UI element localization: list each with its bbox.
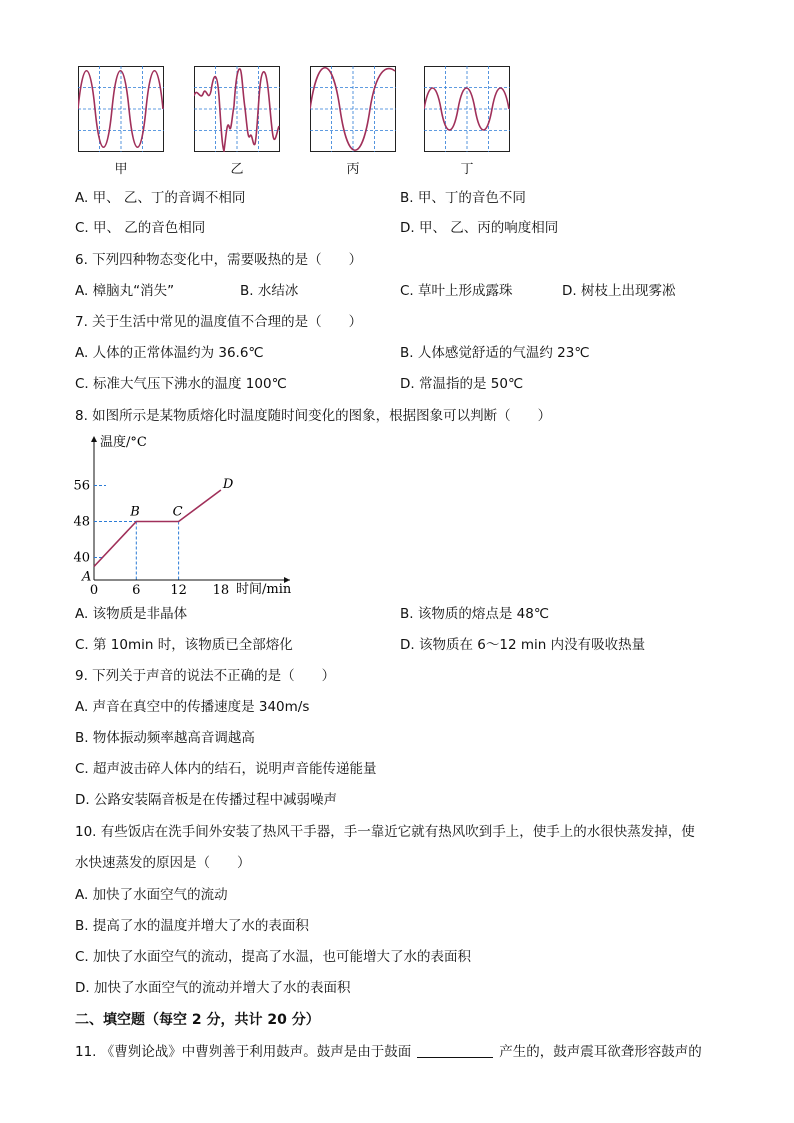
q6-option-b: B. 水结冰 [240,283,299,299]
waveform-jia-figure [78,66,164,152]
q7-option-d: D. 常温指的是 50℃ [400,376,524,392]
q10-stem-line2: 水快速蒸发的原因是（ ） [75,855,251,871]
waveform-bing-figure [310,66,396,152]
x-tick-label-0: 0 [89,583,99,598]
waveform-label-yi: 乙 [230,162,244,177]
q8-option-a: A. 该物质是非晶体 [75,606,188,622]
q10-option-c: C. 加快了水面空气的流动，提高了水温，也可能增大了水的表面积 [75,949,472,965]
q5-option-d: D. 甲、 乙、丙的响度相同 [400,220,559,236]
waveform-label-ding: 丁 [460,162,474,177]
q5-option-b: B. 甲、丁的音色不同 [400,190,526,206]
q5-option-a: A. 甲、 乙、丁的音调不相同 [75,190,246,206]
waveform-label-jia: 甲 [114,162,128,177]
q6-stem: 6. 下列四种物态变化中，需要吸热的是（ ） [75,252,363,268]
q9-option-b: B. 物体振动频率越高音调越高 [75,730,255,746]
y-tick-label-56: 56 [73,478,90,494]
melting-curve-chart [72,430,302,598]
q6-option-a: A. 樟脑丸“消失” [75,283,175,299]
q11-stem [75,1043,702,1061]
waveform-ding-figure [424,66,510,152]
point-label-B: B [130,504,140,520]
q5-option-c: C. 甲、 乙的音色相同 [75,220,206,236]
section-title: 二、填空题（每空 2 分，共计 20 分） [75,1012,320,1028]
q6-option-d: D. 树枝上出现雾凇 [562,283,676,299]
waveform-label-bing: 丙 [346,162,360,177]
melting-curve-line [94,490,221,567]
q11-text-after: 产生的，鼓声震耳欲聋形容鼓声的 [499,1044,702,1060]
x-tick-label-12: 12 [170,583,187,598]
point-label-D: D [222,477,234,492]
q9-option-c: C. 超声波击碎人体内的结石，说明声音能传递能量 [75,761,377,777]
point-label-C: C [172,504,183,520]
x-tick-label-18: 18 [212,583,230,598]
q9-stem: 9. 下列关于声音的说法不正确的是（ ） [75,668,336,684]
point-label-A: A [82,569,92,585]
q7-stem: 7. 关于生活中常见的温度值不合理的是（ ） [75,314,363,330]
q10-option-a: A. 加快了水面空气的流动 [75,887,228,903]
q8-option-b: B. 该物质的熔点是 48℃ [400,606,549,622]
y-axis-arrow [91,436,97,442]
q9-option-a: A. 声音在真空中的传播速度是 340m/s [75,699,310,715]
x-tick-label-6: 6 [132,583,141,598]
x-axis-label: 时间/min [236,582,292,597]
q8-option-d: D. 该物质在 6～12 min 内没有吸收热量 [400,637,646,653]
q9-option-d: D. 公路安装隔音板是在传播过程中减弱噪声 [75,792,337,808]
y-axis-label: 温度/°C [100,435,147,450]
waveform-yi-curve [194,69,279,151]
q6-option-c: C. 草叶上形成露珠 [400,283,513,299]
y-tick-label-48: 48 [73,514,90,530]
q11-text-before: 11. 《曹刿论战》中曹刿善于利用鼓声。鼓声是由于鼓面 [75,1044,412,1060]
q7-option-c: C. 标准大气压下沸水的温度 100℃ [75,376,287,392]
q8-stem: 8. 如图所示是某物质熔化时温度随时间变化的图象，根据图象可以判断（ ） [75,408,552,424]
q8-option-c: C. 第 10min 时，该物质已全部熔化 [75,637,293,653]
q7-option-a: A. 人体的正常体温约为 36.6℃ [75,345,264,361]
q10-option-d: D. 加快了水面空气的流动并增大了水的表面积 [75,980,351,996]
q7-option-b: B. 人体感觉舒适的气温约 23℃ [400,345,590,361]
q11-answer-blank [417,1043,493,1058]
y-tick-label-40: 40 [73,550,90,566]
q10-option-b: B. 提高了水的温度并增大了水的表面积 [75,918,309,934]
waveform-yi-figure [194,66,280,152]
q10-stem-line1: 10. 有些饭店在洗手间外安装了热风干手器，手一靠近它就有热风吹到手上，使手上的水很快蒸发掉，使 [75,824,695,840]
